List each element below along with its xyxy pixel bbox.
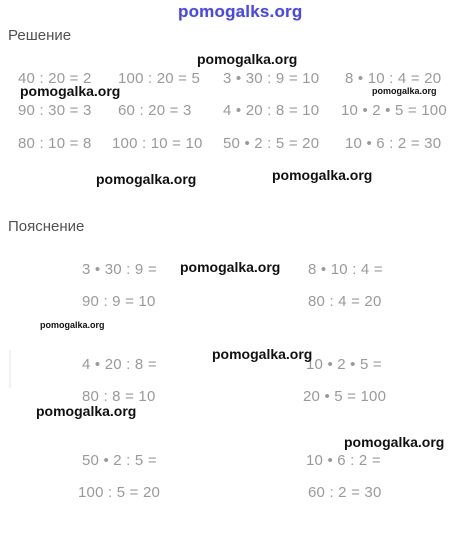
explanation-step: 80 : 8 = 10 <box>82 388 156 405</box>
solution-eq: 40 : 20 = 2 <box>18 70 92 87</box>
watermark: pomogalka.org <box>20 83 121 99</box>
left-edge-artifact <box>9 350 11 388</box>
solution-eq: 100 : 10 = 10 <box>112 135 203 152</box>
explanation-step: 100 : 5 = 20 <box>78 484 161 501</box>
solution-eq: 10 • 2 • 5 = 100 <box>341 102 447 119</box>
solution-eq: 50 • 2 : 5 = 20 <box>223 135 320 152</box>
solution-eq: 60 : 20 = 3 <box>118 102 192 119</box>
explanation-expression: 50 • 2 : 5 = <box>82 452 157 469</box>
explanation-step: 80 : 4 = 20 <box>308 293 382 310</box>
watermark: pomogalka.org <box>344 434 445 450</box>
explanation-step: 20 • 5 = 100 <box>303 388 387 405</box>
watermark: pomogalka.org <box>40 320 105 330</box>
solution-eq: 4 • 20 : 8 = 10 <box>223 102 320 119</box>
site-logo: pomogalks.org <box>178 2 303 21</box>
explanation-heading: Пояснение <box>8 218 85 235</box>
explanation-expression: 10 • 2 • 5 = <box>306 356 382 373</box>
watermark: pomogalka.org <box>372 86 437 96</box>
watermark: pomogalka.org <box>212 346 313 362</box>
solution-eq: 100 : 20 = 5 <box>118 70 201 87</box>
watermark: pomogalka.org <box>96 171 197 187</box>
solution-eq: 8 • 10 : 4 = 20 <box>345 70 442 87</box>
explanation-step: 90 : 9 = 10 <box>82 293 156 310</box>
explanation-expression: 10 • 6 : 2 = <box>306 452 381 469</box>
explanation-expression: 3 • 30 : 9 = <box>82 261 157 278</box>
watermark: pomogalka.org <box>197 51 298 67</box>
solution-heading: Решение <box>8 27 72 44</box>
watermark: pomogalka.org <box>180 259 281 275</box>
solution-eq: 80 : 10 = 8 <box>18 135 92 152</box>
watermark: pomogalka.org <box>36 403 137 419</box>
explanation-step: 60 : 2 = 30 <box>308 484 382 501</box>
solution-eq: 3 • 30 : 9 = 10 <box>223 70 320 87</box>
solution-eq: 10 • 6 : 2 = 30 <box>345 135 442 152</box>
explanation-expression: 4 • 20 : 8 = <box>82 356 157 373</box>
watermark: pomogalka.org <box>272 167 373 183</box>
solution-eq: 90 : 30 = 3 <box>18 102 92 119</box>
explanation-expression: 8 • 10 : 4 = <box>308 261 383 278</box>
